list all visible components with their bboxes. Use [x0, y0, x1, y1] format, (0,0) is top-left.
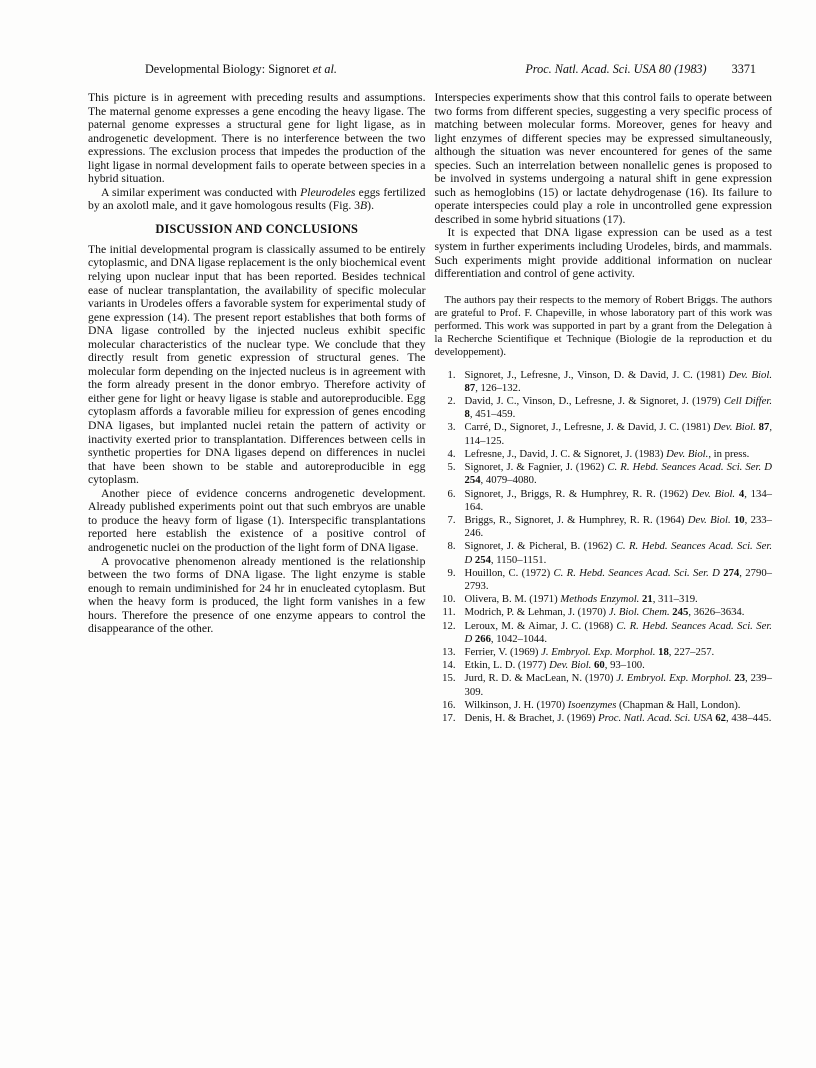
running-head-journal: Proc. Natl. Acad. Sci. USA 80 (1983) [525, 62, 707, 76]
reference-item [435, 540, 773, 566]
reference-number: 6. [447, 487, 456, 500]
reference-item [435, 369, 773, 395]
reference-item [435, 620, 773, 646]
reference-text: Signoret, J. & Fagnier, J. (1962) C. R. Hebd. Seances Acad. Sci. Ser. D 254, 4079–4080. [464, 461, 772, 487]
reference-text: Olivera, B. M. (1971) Methods Enzymol. 21, 311–319. [464, 593, 698, 606]
reference-text: Briggs, R., Signoret, J. & Humphrey, R. R. (1964) Dev. Biol. 10, 233–246. [464, 513, 772, 540]
reference-item [435, 699, 773, 712]
running-head [145, 62, 756, 76]
reference-item [435, 672, 773, 698]
reference-item [435, 646, 773, 659]
reference-item [435, 712, 773, 725]
paragraph: Interspecies experiments show that this control fails to operate between two forms from different species, suggesting a very specific process of matching between molecular forms. Moreover, genes for heavy and light enzymes of different species may be expressed simultaneously, although the situation was never encountered for genes of the same species. Such an interrelation between nonallelic genes is proposed to be involved in systems undergoing a natural shift in gene expression such as hemoglobins (15) or lactate dehydrogenase (16). Its failure to operate interspecies could play a role in uncontrolled gene expression described in some hybrid situations (17). [434, 91, 772, 226]
running-head-citation [525, 62, 756, 76]
reference-text: Houillon, C. (1972) C. R. Hebd. Seances Acad. Sci. Ser. D 274, 2790–2793. [464, 566, 773, 592]
reference-number: 2. [447, 395, 456, 408]
reference-item [435, 567, 773, 593]
reference-number: 3. [447, 421, 456, 434]
reference-number: 14. [442, 659, 456, 672]
column-right [435, 91, 773, 725]
reference-item [435, 593, 773, 606]
reference-number: 8. [447, 540, 456, 553]
reference-number: 9. [447, 566, 456, 579]
reference-item [435, 421, 773, 447]
running-head-article: Developmental Biology: Signoret et al. [145, 62, 337, 76]
paragraph: A provocative phenomenon already mentioned is the relationship between the two forms of DNA ligase. The light enzyme is stable enough to remain undiminished for 24 hr in enucleated cytoplasm. But when the heavy form is produced, the light form vanishes in a few hours. Therefore the presence of one enzyme appears to control the disappearance of the other. [88, 554, 426, 636]
reference-text: David, J. C., Vinson, D., Lefresne, J. & Signoret, J. (1979) Cell Differ. 8, 451–459. [464, 395, 772, 421]
reference-number: 15. [442, 672, 456, 685]
reference-number: 11. [442, 606, 456, 619]
reference-text: Signoret, J., Lefresne, J., Vinson, D. & David, J. C. (1981) Dev. Biol. 87, 126–132. [464, 368, 772, 394]
reference-number: 7. [447, 513, 456, 526]
reference-text: Jurd, R. D. & MacLean, N. (1970) J. Embryol. Exp. Morphol. 23, 239–309. [464, 672, 772, 698]
reference-text: Etkin, L. D. (1977) Dev. Biol. 60, 93–100. [464, 659, 645, 672]
reference-text: Ferrier, V. (1969) J. Embryol. Exp. Morphol. 18, 227–257. [464, 645, 715, 658]
reference-item [435, 448, 773, 461]
paragraph: This picture is in agreement with preceding results and assumptions. The maternal genome expresses a gene encoding the heavy ligase. The paternal genome expresses a structural gene for light ligase, as in androgenetic development. There is no interference between the two expressions. The exclusion process that impedes the production of the light ligase in normal development fails to operate between species in a hybrid situation. [88, 91, 426, 186]
reference-item [435, 659, 773, 672]
text-columns [88, 91, 772, 725]
reference-number: 13. [442, 645, 456, 658]
paragraph: The initial developmental program is classically assumed to be entirely cytoplasmic, and DNA ligase replacement is the only biochemical event relying upon nuclear input that has been reported. Besides technical ease of nuclear transplantation, the availability of specific molecular variants in Urodeles offers a favorable system for experimental study of gene expression (14). The present report establishes that both forms of DNA ligase controlled by the injected nucleus exhibit specific molecular characteristics of the nuclear type. We conclude that they directly result from genetic expression of structural genes. The molecular form depending on the injected nucleus is in agreement with the form already present in the donor embryo. Therefore activity of either gene for light or heavy ligase is stable and autoreproducible. Egg cytoplasm affords a favorable milieu for expression of genes encoding DNA ligases, but implanted nuclei retain the pattern of activity or inactivity exerted prior to transplantation. Differences between cells in synthetic properties for DNA ligases depend on differences in nuclei that have been shown to be stable and autoreproducible in egg cytoplasm. [88, 242, 426, 487]
reference-number: 16. [442, 698, 456, 711]
reference-list [435, 369, 773, 725]
reference-text: Lefresne, J., David, J. C. & Signoret, J. (1983) Dev. Biol., in press. [464, 447, 750, 460]
paragraph: Another piece of evidence concerns androgenetic development. Already published experiments point out that such embryos are unable to produce the heavy form of ligase (1). Interspecific transplantations reported here establish the existence of a positive control of androgenetic nuclei on the production of the light form of DNA ligase. [88, 486, 426, 554]
reference-item [435, 461, 773, 487]
reference-text: Modrich, P. & Lehman, J. (1970) J. Biol. Chem. 245, 3626–3634. [464, 606, 745, 619]
paragraph: It is expected that DNA ligase expression can be used as a test system in further experiments including Urodeles, birds, and mammals. Such experiments might provide additional information on nuclear differentiation and control of gene activity. [434, 226, 772, 281]
reference-text: Denis, H. & Brachet, J. (1969) Proc. Natl. Acad. Sci. USA 62, 438–445. [464, 711, 772, 724]
page-number: 3371 [731, 62, 756, 76]
reference-text: Wilkinson, J. H. (1970) Isoenzymes (Chapman & Hall, London). [464, 698, 741, 711]
reference-text: Signoret, J., Briggs, R. & Humphrey, R. R. (1962) Dev. Biol. 4, 134–164. [464, 487, 773, 513]
reference-number: 5. [447, 461, 456, 474]
reference-number: 12. [442, 619, 456, 632]
reference-number: 4. [447, 447, 456, 460]
reference-text: Signoret, J. & Picheral, B. (1962) C. R. Hebd. Seances Acad. Sci. Ser. D 254, 1150–1151. [464, 540, 772, 566]
reference-item [435, 606, 773, 619]
reference-item [435, 395, 773, 421]
reference-text: Leroux, M. & Aimar, J. C. (1968) C. R. Hebd. Seances Acad. Sci. Ser. D 266, 1042–1044. [464, 619, 772, 645]
reference-text: Carré, D., Signoret, J., Lefresne, J. & David, J. C. (1981) Dev. Biol. 87, 114–125. [464, 421, 772, 447]
reference-number: 10. [442, 593, 456, 606]
reference-number: 1. [447, 368, 456, 381]
acknowledgment: The authors pay their respects to the memory of Robert Briggs. The authors are grateful to Prof. F. Chapeville, in whose laboratory part of this work was performed. This work was supported in part by a grant from the Delegation à la Recherche Scientifique et Technique (Biologie de la reproduction et du developpement). [434, 293, 772, 359]
column-left [88, 91, 426, 725]
reference-item [435, 514, 773, 540]
reference-number: 17. [442, 711, 456, 724]
section-heading: DISCUSSION AND CONCLUSIONS [155, 221, 359, 236]
paragraph: A similar experiment was conducted with Pleurodeles eggs fertilized by an axolotl male, and it gave homologous results (Fig. 3B). [88, 185, 426, 213]
reference-item [435, 488, 773, 514]
